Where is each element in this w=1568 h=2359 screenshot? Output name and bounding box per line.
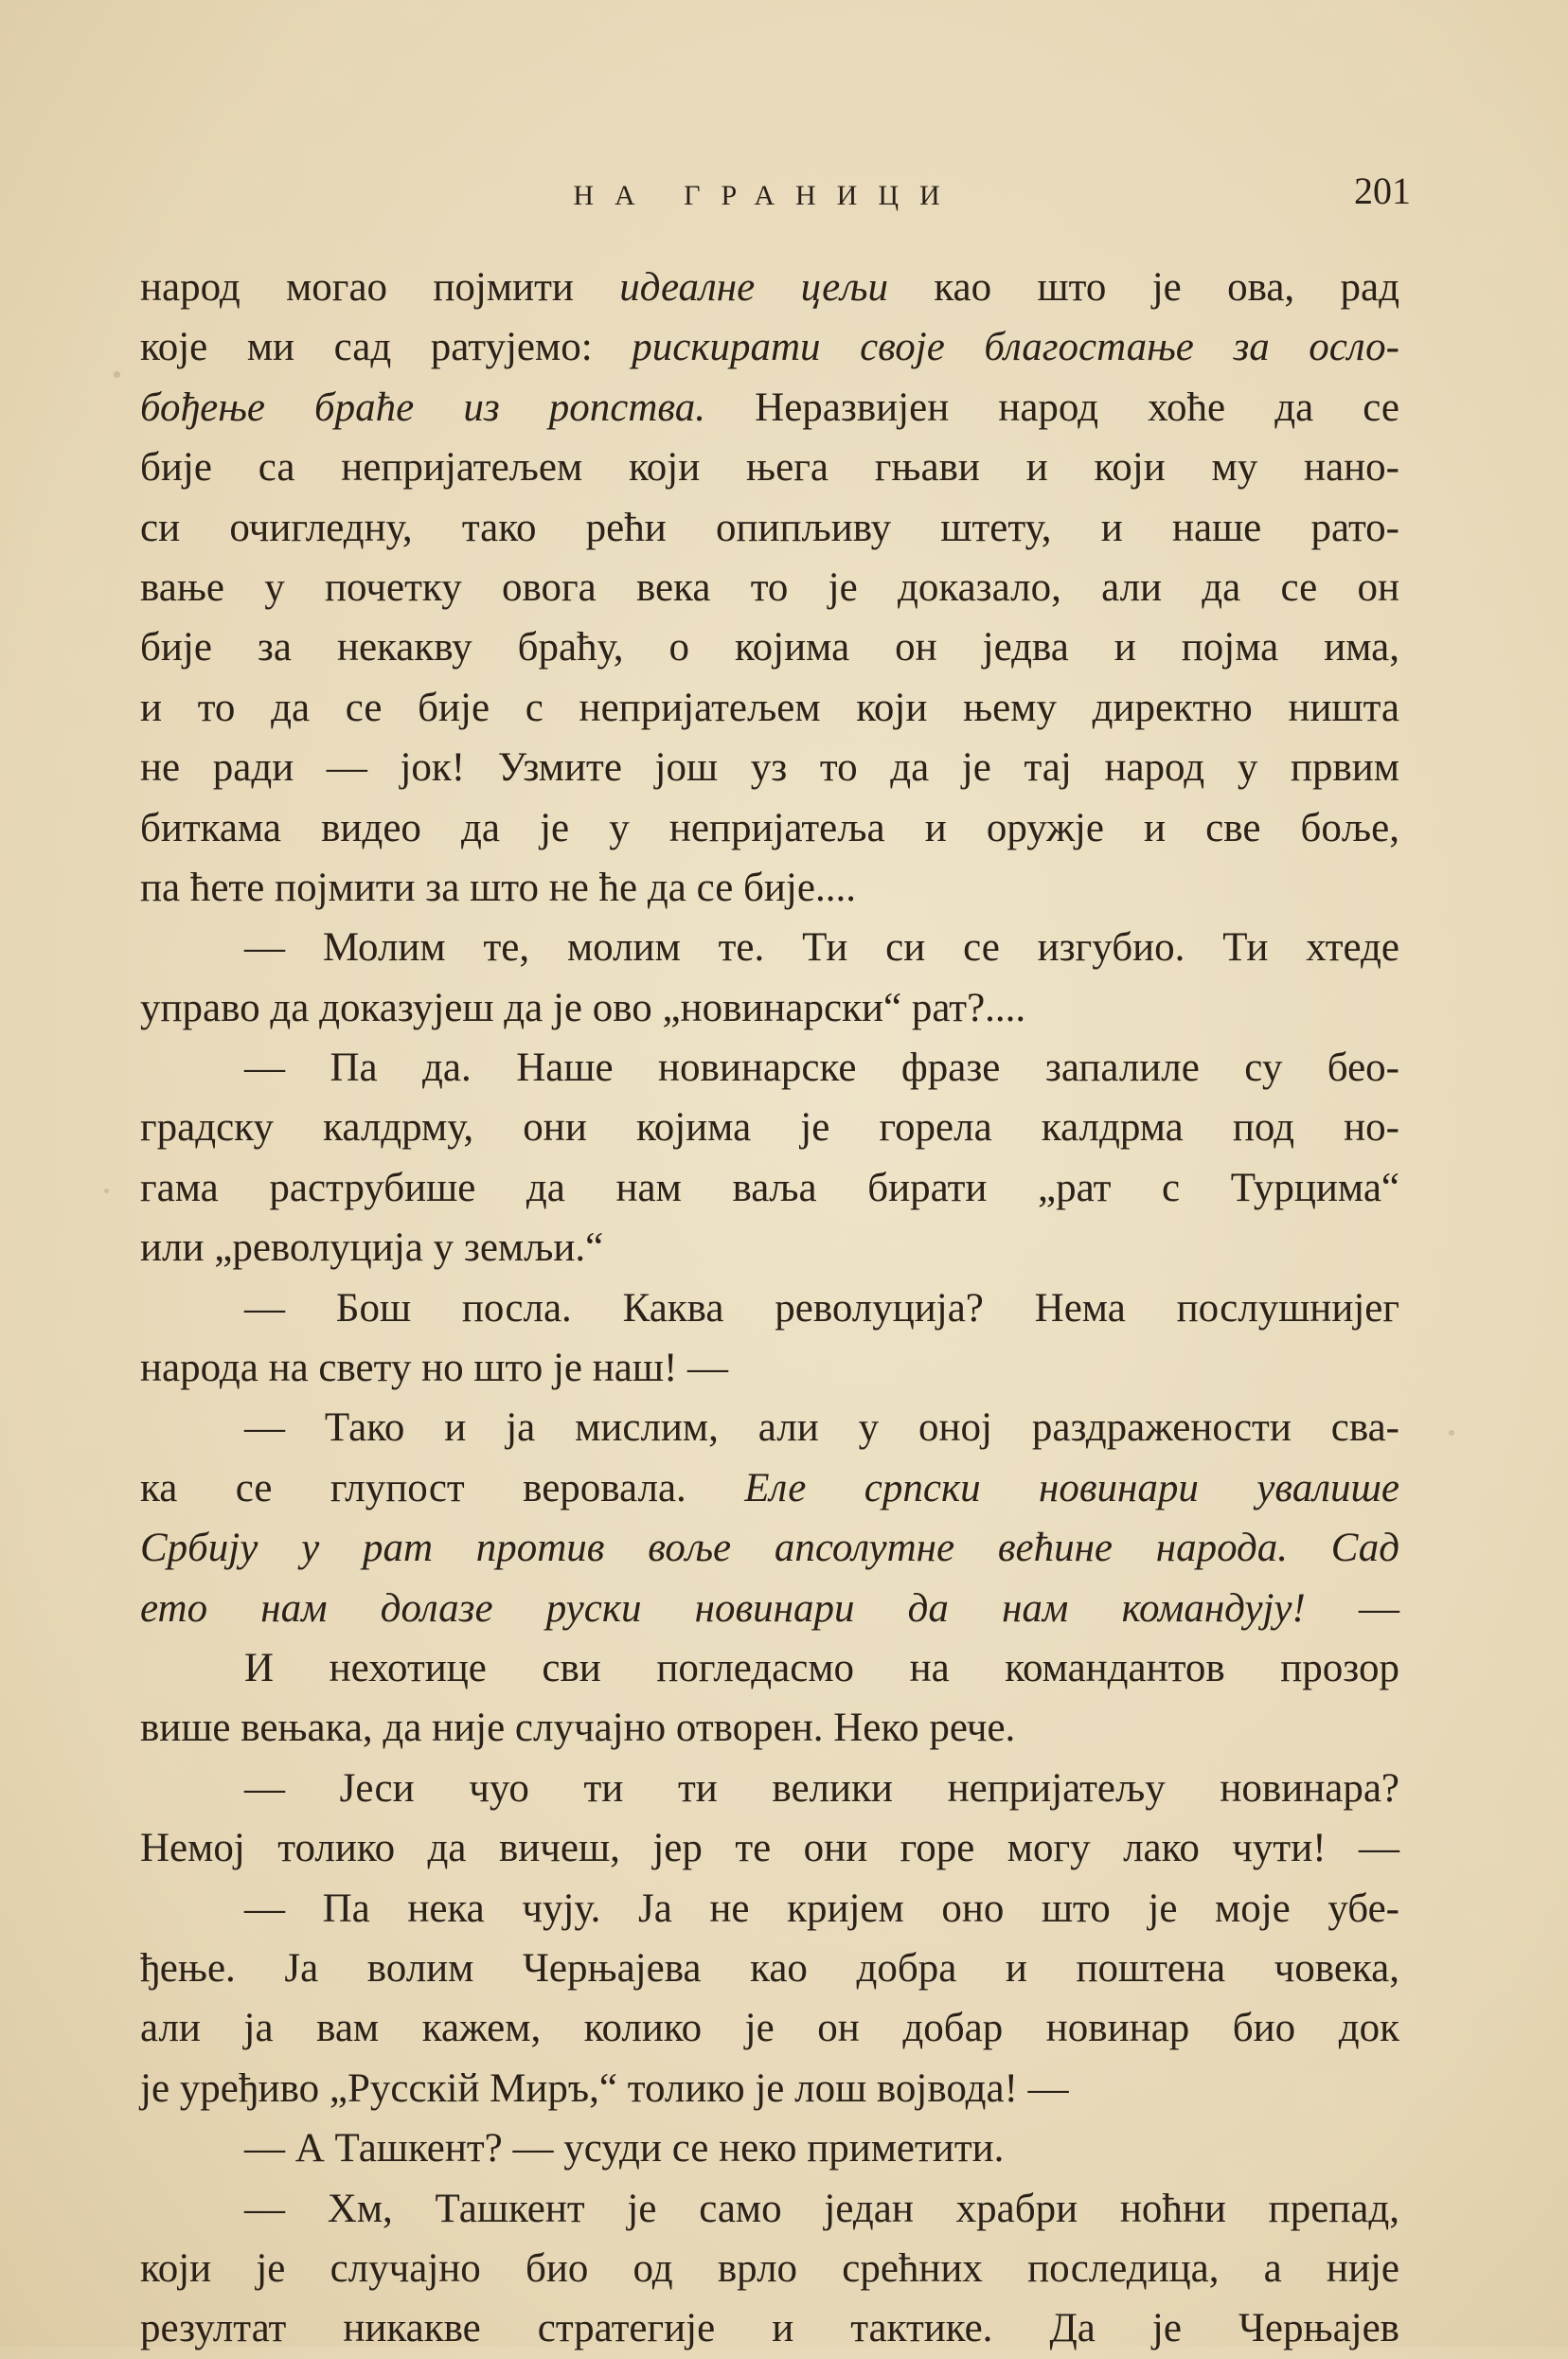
text-line	[140, 1759, 1399, 1818]
text-line	[140, 858, 1399, 918]
italic-text-span: идеалне цељи	[619, 265, 888, 310]
text-line	[140, 1939, 1399, 1998]
text-line	[140, 1879, 1399, 1939]
text-line	[140, 1458, 1399, 1518]
italic-text-span: Србију у рат против воље апсолутне већине народа. Сад	[140, 1526, 1399, 1571]
running-head	[142, 169, 1411, 225]
text-span: народа на свету но што је наш! —	[140, 1346, 729, 1391]
text-line	[140, 498, 1399, 558]
text-span: као што је ова, рад	[887, 265, 1400, 310]
text-span: више вењака, да није случајно отворен. Неко рече.	[140, 1706, 1016, 1751]
italic-text-span: рискирати своје благостање за осло-	[632, 325, 1399, 370]
text-line	[140, 1098, 1399, 1157]
text-span: или „револуција у земљи.“	[140, 1225, 604, 1271]
text-line	[140, 2179, 1399, 2239]
text-line	[140, 678, 1399, 738]
text-span: си очигледну, тако рећи опипљиву штету, и наше рато-	[140, 505, 1399, 550]
italic-text-span: ето нам долазе руски новинари да нам командују!	[140, 1585, 1306, 1631]
text-span: управо да доказујеш да је ово „новинарски“ рат?....	[140, 985, 1026, 1030]
text-span: — Па нека чују. Ја не кријем оно што је моје убе-	[244, 1885, 1399, 1931]
text-span: И нехотице сви погледасмо на командантов прозор	[244, 1645, 1399, 1690]
text-line	[140, 1698, 1399, 1758]
text-span: ђење. Ја волим Черњајева као добра и поштена човека,	[140, 1945, 1399, 1991]
text-line	[140, 1638, 1399, 1698]
text-line	[140, 258, 1399, 317]
text-line	[140, 918, 1399, 977]
text-line	[140, 1518, 1399, 1578]
text-line	[140, 438, 1399, 497]
text-line	[140, 558, 1399, 617]
text-span: — Бош посла. Каква револуција? Нема послушнијег	[244, 1285, 1399, 1331]
text-span: који је случајно био од врло срећних последица, а није	[140, 2245, 1399, 2291]
paper-stain	[1449, 1430, 1454, 1436]
text-span: гама раструбише да нам ваља бирати „рат с Турцима“	[140, 1165, 1399, 1210]
italic-text-span: бођење браће из ропства.	[140, 384, 706, 430]
text-line	[140, 2239, 1399, 2298]
text-span: биткама видео да је у непријатеља и оружје и све боље,	[140, 805, 1399, 850]
text-span: ка се глупост веровала.	[140, 1465, 745, 1510]
text-span: народ могао појмити	[140, 265, 620, 310]
text-span: —	[1305, 1585, 1400, 1631]
text-span: — Тако и ја мислим, али у оној раздражености сва-	[244, 1405, 1399, 1451]
text-span: — Јеси чуо ти ти велики непријатељу новинара?	[244, 1765, 1399, 1811]
text-line	[140, 317, 1399, 377]
paper-stain	[104, 1188, 109, 1193]
text-line	[140, 1158, 1399, 1218]
text-span: Немој толико да вичеш, јер те они горе могу лако чути! —	[140, 1826, 1399, 1871]
text-span: па ћете појмити за што не ће да се бије....	[140, 865, 856, 910]
text-span: резултат никакве стратегије и тактике. Да је Черњајев	[140, 2306, 1399, 2351]
italic-text-span: Еле српски новинари увалише	[744, 1465, 1399, 1510]
text-span: градску калдрму, они којима је горела калдрма под но-	[140, 1105, 1399, 1151]
text-line	[140, 2298, 1399, 2358]
running-title: НА ГРАНИЦИ	[573, 180, 961, 211]
text-line	[140, 378, 1399, 438]
text-line	[140, 1398, 1399, 1457]
text-span: — Молим те, молим те. Ти си се изгубио. Ти хтеде	[244, 925, 1399, 971]
page-number: 201	[1354, 170, 1411, 212]
text-line	[140, 1818, 1399, 1878]
text-span: али ја вам кажем, колико је он добар новинар био док	[140, 2006, 1399, 2051]
text-line	[140, 1278, 1399, 1338]
text-span: — Хм, Ташкент је само један храбри ноћни препад,	[244, 2186, 1399, 2231]
text-span: — Па да. Наше новинарске фразе запалиле су бео-	[244, 1045, 1399, 1091]
text-line	[140, 738, 1399, 797]
text-span: и то да се бије с непријатељем који њему директно ништа	[140, 685, 1399, 730]
text-line	[140, 798, 1399, 858]
text-line	[140, 1218, 1399, 1278]
text-span: вање у почетку овога века то је доказало, али да се он	[140, 564, 1399, 610]
text-span: је уређиво „Русскiй Миръ,“ толико је лош војвода! —	[140, 2065, 1069, 2111]
text-span: бије са непријатељем који њега гњави и који му нано-	[140, 445, 1399, 491]
text-line	[140, 2059, 1399, 2118]
text-line	[140, 617, 1399, 677]
text-span: које ми сад ратујемо:	[140, 325, 633, 370]
text-line	[140, 1038, 1399, 1098]
text-span: бије за некакву браћу, о којима он једва и појма има,	[140, 625, 1399, 670]
text-span: — А Ташкент? — усуди се неко приметити.	[244, 2126, 1005, 2171]
text-line	[140, 1579, 1399, 1638]
paper-stain	[114, 371, 120, 378]
text-line	[140, 2118, 1399, 2178]
text-line	[140, 1998, 1399, 2058]
text-span: не ради — јок! Узмите још уз то да је тај народ у првим	[140, 745, 1399, 791]
text-line	[140, 978, 1399, 1038]
text-line	[140, 1338, 1399, 1398]
text-span: Неразвијен народ хоће да се	[705, 384, 1399, 430]
body-text	[140, 258, 1399, 2359]
